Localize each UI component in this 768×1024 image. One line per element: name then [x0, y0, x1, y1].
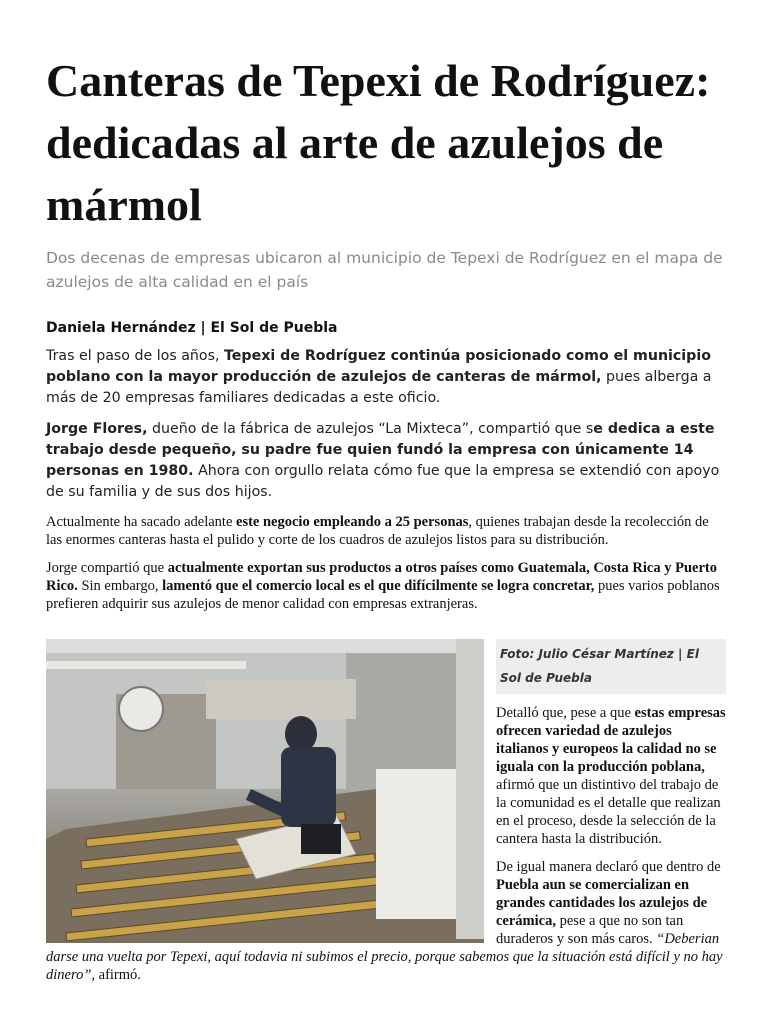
- bold-run: e dedica a este trabajo desde pequeño, su padre fue quien fundó la empresa con únicamente 14 personas en 1980.: [46, 421, 715, 479]
- text-run: afirmó que un distintivo del trabajo de la comunidad es el detalle que realizan en el proceso, desde la selección de la cantera hasta la distribución.: [496, 777, 721, 847]
- text-run: pues alberga a más de 20 empresas familiares dedicadas a este oficio.: [46, 369, 712, 406]
- text-run: , quienes trabajan desde la recolección de las enormes canteras hasta el pulido y corte de los cuadros de azulejos listos para su distribución.: [46, 514, 709, 548]
- bold-run: Tepexi de Rodríguez continúa posicionado como el municipio poblano con la mayor producción de azulejos de canteras de mármol,: [46, 348, 711, 385]
- paragraph-4: [46, 559, 726, 613]
- bold-run: Jorge Flores,: [46, 421, 148, 437]
- factory-photo-illustration: [46, 639, 484, 943]
- text-run: Tras el paso de los años,: [46, 348, 225, 364]
- bold-run: Puebla aun se comercializan en grandes cantidades los azulejos de cerámica,: [496, 877, 708, 929]
- text-run: pese a que no son tan duraderos y son más caros.: [496, 913, 684, 947]
- text-run: De igual manera declaró que dentro de: [496, 859, 721, 875]
- quote-run: “Deberian darse una vuelta por Tepexi, aquí todavia ni subimos el precio, porque sabemos que la situación está difícil y no hay dinero”: [46, 931, 723, 983]
- text-run: Actualmente ha sacado adelante: [46, 514, 237, 530]
- paragraph-2: [46, 419, 726, 503]
- article: [46, 50, 726, 984]
- factory-photo: [46, 639, 484, 943]
- paragraph-1: [46, 346, 726, 409]
- text-run: pues varios poblanos prefieren adquirir sus azulejos de menor calidad con empresas extranjeras.: [46, 578, 720, 612]
- article-title: Canteras de Tepexi de Rodríguez: dedicadas al arte de azulejos de mármol: [46, 55, 711, 230]
- bold-run: actualmente exportan sus productos a otros países como Guatemala, Costa Rica y Puerto Rico.: [46, 560, 717, 594]
- bold-run: lamentó que el comercio local es el que difícilmente se logra concretar,: [162, 578, 595, 594]
- bold-run: este negocio empleando a 25 personas: [236, 514, 469, 530]
- article-subtitle: Dos decenas de empresas ubicaron al municipio de Tepexi de Rodríguez en el mapa de azulejos de alta calidad en el país: [46, 249, 723, 291]
- text-run: Ahora con orgullo relata cómo fue que la empresa se extendió con apoyo de su familia y de sus dos hijos.: [46, 463, 720, 500]
- text-run: Sin embargo,: [77, 578, 163, 594]
- photo-section: [46, 639, 726, 984]
- text-run: dueño de la fábrica de azulejos “La Mixteca”, compartió que s: [147, 421, 594, 437]
- text-run: Jorge compartió que: [46, 560, 168, 576]
- paragraph-3: [46, 513, 726, 549]
- text-run: , afirmó.: [91, 967, 141, 983]
- photo-caption: Foto: Julio César Martínez | El Sol de Puebla: [496, 639, 726, 694]
- text-run: Detalló que, pese a que: [496, 705, 635, 721]
- bold-run: estas empresas ofrecen variedad de azulejos italianos y europeos la calidad no se iguala con la producción poblana,: [496, 705, 726, 775]
- byline: Daniela Hernández | El Sol de Puebla: [46, 320, 338, 336]
